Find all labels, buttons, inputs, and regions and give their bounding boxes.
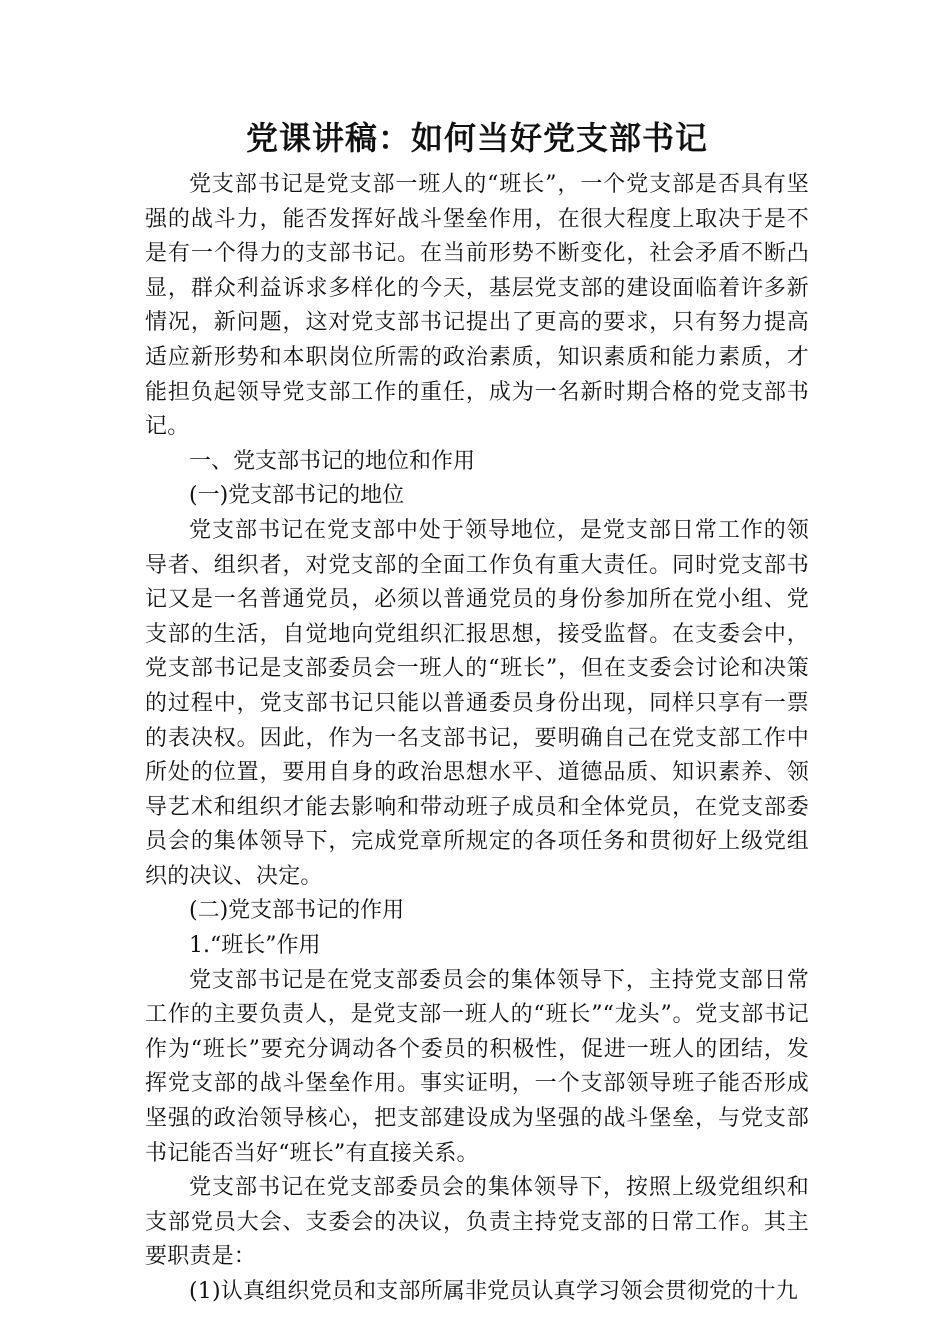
paragraph-intro: 党支部书记是党支部一班人的“班长”，一个党支部是否具有坚强的战斗力，能否发挥好战斗堡垒作用，在很大程度上取决于是不是有一个得力的支部书记。在当前形势不断变化，社会矛盾不断凸显，群众利益诉求多样化的今天，基层党支部的建设面临着许多新情况，新问题，这对党支部书记提出了更高的要求，只有努力提高适应新形势和本职岗位所需的政治素质，知识素质和能力素质，才能担负起领导党支部工作的重任，成为一名新时期合格的党支部书记。 bbox=[145, 172, 809, 440]
item-heading-monitor-role: 1.“班长”作用 bbox=[189, 933, 321, 959]
document-body bbox=[145, 118, 809, 1310]
paragraph-monitor-role: 党支部书记是在党支部委员会的集体领导下，主持党支部日常工作的主要负责人，是党支部一班人的“班长”“龙头”。党支部书记作为“班长”要充分调动各个委员的积极性，促进一班人的团结，发挥党支部的战斗堡垒作用。事实证明，一个支部领导班子能否形成坚强的政治领导核心，把支部建设成为坚强的战斗堡垒，与党支部书记能否当好“班长”有直接关系。 bbox=[145, 967, 809, 1166]
section-heading-1: 一、党支部书记的地位和作用 bbox=[189, 448, 476, 474]
subsection-heading-status: (一)党支部书记的地位 bbox=[189, 483, 405, 509]
paragraph-status: 党支部书记在党支部中处于领导地位，是党支部日常工作的领导者、组织者，对党支部的全面工作负有重大责任。同时党支部书记又是一名普通党员，必须以普通党员的身份参加所在党小组、党支部的生活，自觉地向党组织汇报思想，接受监督。在支委会中，党支部书记是支部委员会一班人的“班长”，但在支委会讨论和决策的过程中，党支部书记只能以普通委员身份出现，同样只享有一票的表决权。因此，作为一名支部书记，要明确自己在党支部工作中所处的位置，要用自身的政治思想水平、道德品质、知识素养、领导艺术和组织才能去影响和带动班子成员和全体党员，在党支部委员会的集体领导下，完成党章所规定的各项任务和贯彻好上级党组织的决议、决定。 bbox=[145, 517, 809, 889]
document-title: 党课讲稿：如何当好党支部书记 bbox=[245, 119, 708, 157]
subsection-heading-role: (二)党支部书记的作用 bbox=[189, 898, 405, 924]
paragraph-duties-intro: 党支部书记在党支部委员会的集体领导下，按照上级党组织和支部党员大会、支委会的决议，负责主持党支部的日常工作。其主要职责是： bbox=[145, 1175, 809, 1270]
paragraph-duty-1: (1)认真组织党员和支部所属非党员认真学习领会贯彻党的十九 bbox=[189, 1279, 798, 1304]
